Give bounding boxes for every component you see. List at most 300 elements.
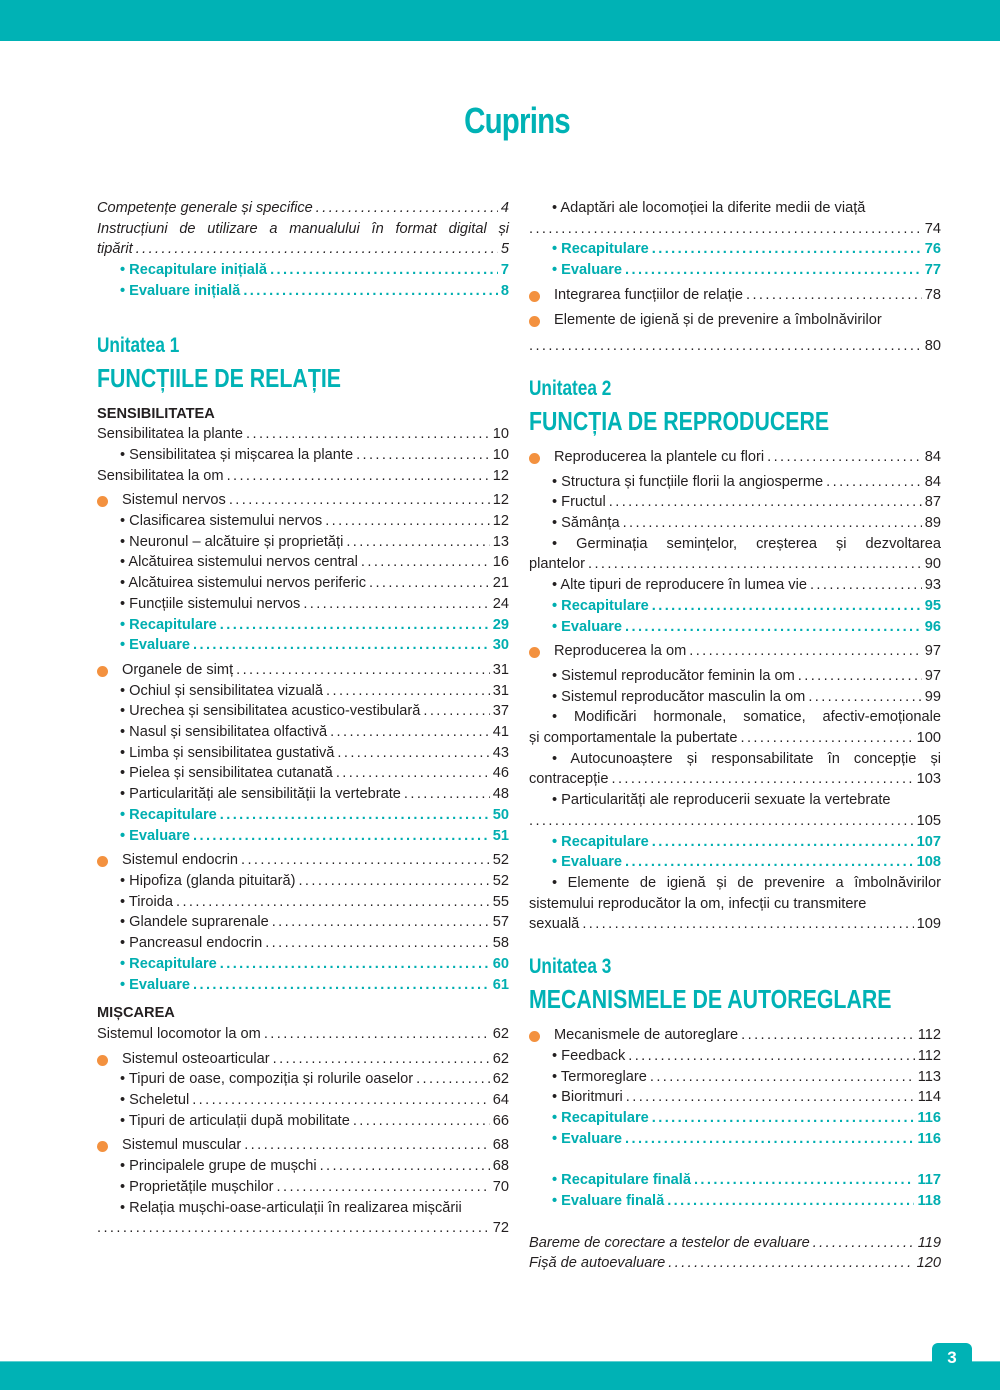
toc-entry[interactable] bbox=[529, 492, 941, 513]
toc-chapter[interactable] bbox=[529, 641, 941, 662]
toc-entry-highlight[interactable] bbox=[97, 975, 509, 996]
dot-leader bbox=[650, 1067, 915, 1088]
toc-entry[interactable] bbox=[97, 573, 509, 594]
dot-leader bbox=[229, 490, 490, 511]
entry-page-number: 99 bbox=[924, 688, 941, 705]
dot-leader bbox=[298, 871, 489, 892]
entry-title: • Urechea și sensibilitatea acustico-vestibulară bbox=[120, 701, 420, 722]
entry-page-number: 62 bbox=[492, 1050, 509, 1067]
entry-page-number: 8 bbox=[500, 282, 509, 299]
toc-entry[interactable] bbox=[97, 1069, 509, 1090]
toc-entry[interactable] bbox=[529, 534, 941, 555]
toc-entry[interactable] bbox=[97, 1090, 509, 1111]
toc-entry[interactable] bbox=[97, 445, 509, 466]
entry-page-number: 112 bbox=[917, 1047, 941, 1064]
toc-entry[interactable] bbox=[97, 552, 509, 573]
entry-title: Sistemul endocrin bbox=[122, 852, 238, 869]
entry-page-number: 50 bbox=[492, 806, 509, 823]
entry-title: • Termoreglare bbox=[552, 1067, 647, 1088]
toc-entry[interactable] bbox=[97, 933, 509, 954]
dot-leader bbox=[609, 492, 922, 513]
entry-title: și comportamentale la pubertate bbox=[529, 730, 738, 747]
toc-entry-highlight[interactable] bbox=[529, 1108, 941, 1129]
entry-title: Organele de simț bbox=[122, 661, 234, 678]
dot-leader bbox=[625, 852, 914, 873]
dot-leader bbox=[529, 336, 922, 357]
entry-title: Elemente de igienă și de prevenire a îmbolnăvirilor bbox=[554, 311, 882, 328]
dot-leader bbox=[220, 805, 490, 826]
entry-page-number: 37 bbox=[492, 703, 509, 720]
toc-entry-continuation[interactable] bbox=[529, 769, 941, 790]
entry-page-number: 31 bbox=[492, 661, 509, 678]
toc-entry-highlight[interactable] bbox=[97, 805, 509, 826]
entry-title: • Sistemul reproducător feminin la om bbox=[552, 666, 795, 687]
toc-entry-highlight[interactable] bbox=[97, 954, 509, 975]
entry-title: Fișă de autoevaluare bbox=[529, 1255, 666, 1272]
dot-leader bbox=[346, 532, 489, 553]
entry-title: • Tiroida bbox=[120, 892, 173, 913]
dot-leader bbox=[529, 811, 914, 832]
unit-title: FUNCȚIA DE REPRODUCERE bbox=[529, 405, 830, 436]
entry-page-number: 41 bbox=[492, 724, 509, 741]
dot-leader bbox=[176, 892, 490, 913]
toc-entry[interactable] bbox=[97, 743, 509, 764]
dot-leader bbox=[192, 1090, 490, 1111]
toc-entry-highlight[interactable] bbox=[529, 852, 941, 873]
toc-entry[interactable] bbox=[97, 681, 509, 702]
dot-leader bbox=[246, 424, 490, 445]
toc-entry[interactable] bbox=[529, 1253, 941, 1274]
entry-page-number: 60 bbox=[492, 955, 509, 972]
toc-entry-continuation[interactable] bbox=[529, 914, 941, 935]
toc-entry-highlight[interactable] bbox=[529, 596, 941, 617]
toc-entry[interactable] bbox=[97, 892, 509, 913]
toc-entry-continuation[interactable] bbox=[529, 811, 941, 832]
dot-leader bbox=[694, 1170, 915, 1191]
entry-page-number: 112 bbox=[917, 1027, 941, 1044]
dot-leader bbox=[668, 1253, 913, 1274]
toc-entry[interactable] bbox=[529, 790, 941, 811]
dot-leader bbox=[625, 1129, 914, 1150]
footer-band bbox=[0, 1361, 1000, 1390]
unit-label: Unitatea 3 bbox=[529, 955, 612, 979]
entry-title: • Pancreasul endocrin bbox=[120, 933, 262, 954]
dot-leader bbox=[625, 617, 922, 638]
toc-entry-highlight[interactable] bbox=[529, 617, 941, 638]
dot-leader bbox=[529, 219, 922, 240]
dot-leader bbox=[97, 1218, 490, 1239]
entry-title: • Recapitulare bbox=[120, 954, 217, 975]
toc-entry-continuation[interactable] bbox=[529, 728, 941, 749]
toc-entry[interactable] bbox=[97, 511, 509, 532]
entry-title: • Feedback bbox=[552, 1046, 625, 1067]
entry-page-number: 97 bbox=[924, 643, 941, 660]
toc-entry[interactable]: Instrucțiuni de utilizare a manualului în format digital și bbox=[97, 220, 509, 237]
entry-title: • Germinația semințelor, creșterea și dezvoltarea bbox=[552, 535, 941, 552]
dot-leader bbox=[626, 1087, 915, 1108]
entry-title: • Structura și funcțiile florii la angiosperme bbox=[552, 472, 823, 493]
toc-entry-continuation[interactable] bbox=[529, 219, 941, 240]
entry-title: • Tipuri de oase, compoziția și rolurile oaselor bbox=[120, 1069, 413, 1090]
entry-title: • Alcătuirea sistemului nervos central bbox=[120, 552, 358, 573]
toc-entry[interactable] bbox=[97, 198, 509, 219]
toc-entry[interactable] bbox=[97, 1111, 509, 1132]
page-number-badge: 3 bbox=[932, 1343, 972, 1373]
entry-page-number: 7 bbox=[500, 262, 509, 279]
entry-page-number: 117 bbox=[917, 1172, 941, 1189]
entry-title: • Autocunoaștere și responsabilitate în concepție și bbox=[552, 750, 941, 767]
entry-title: • Relația mușchi-oase-articulații în realizarea mișcării bbox=[120, 1198, 462, 1219]
toc-entry[interactable] bbox=[97, 1156, 509, 1177]
entry-page-number: 90 bbox=[924, 556, 941, 573]
entry-page-number: 100 bbox=[916, 730, 941, 747]
entry-title: Sistemul nervos bbox=[122, 492, 226, 509]
entry-page-number: 61 bbox=[492, 976, 509, 993]
entry-title: • Evaluare bbox=[552, 1129, 622, 1150]
entry-page-number: 70 bbox=[492, 1178, 509, 1195]
entry-title: • Alcătuirea sistemului nervos periferic bbox=[120, 573, 366, 594]
toc-entry[interactable] bbox=[97, 532, 509, 553]
entry-page-number: 84 bbox=[924, 473, 941, 490]
entry-page-number: 66 bbox=[492, 1112, 509, 1129]
entry-page-number: 78 bbox=[924, 286, 941, 303]
unit-title: MECANISMELE DE AUTOREGLARE bbox=[529, 984, 892, 1015]
entry-title: • Neuronul – alcătuire și proprietăți bbox=[120, 532, 343, 553]
entry-title: • Alte tipuri de reproducere în lumea vie bbox=[552, 575, 807, 596]
toc-entry[interactable] bbox=[529, 513, 941, 534]
entry-page-number: 29 bbox=[492, 616, 509, 633]
entry-page-number: 16 bbox=[492, 554, 509, 571]
toc-entry-highlight[interactable] bbox=[529, 260, 941, 281]
entry-title: • Sensibilitatea și mișcarea la plante bbox=[120, 445, 353, 466]
entry-page-number: 10 bbox=[492, 446, 509, 463]
dot-leader bbox=[316, 198, 498, 219]
entry-page-number: 107 bbox=[916, 833, 941, 850]
entry-page-number: 113 bbox=[917, 1068, 941, 1085]
entry-page-number: 93 bbox=[924, 577, 941, 594]
toc-entry-highlight[interactable] bbox=[97, 281, 509, 302]
entry-title: • Ochiul și sensibilitatea vizuală bbox=[120, 681, 323, 702]
entry-page-number: 105 bbox=[916, 812, 941, 829]
entry-title: • Sămânța bbox=[552, 513, 620, 534]
dot-leader bbox=[798, 666, 922, 687]
toc-chapter[interactable] bbox=[97, 660, 509, 681]
entry-title: • Nasul și sensibilitatea olfactivă bbox=[120, 722, 327, 743]
entry-title: Competențe generale și specifice bbox=[97, 200, 313, 216]
entry-title: Sistemul muscular bbox=[122, 1137, 242, 1154]
toc-left-column bbox=[97, 198, 509, 1239]
dot-leader bbox=[808, 687, 921, 708]
entry-page-number: 12 bbox=[492, 467, 509, 484]
toc-entry-continuation[interactable] bbox=[97, 239, 509, 260]
toc-entry[interactable] bbox=[529, 687, 941, 708]
entry-page-number: 46 bbox=[492, 765, 509, 782]
entry-page-number: 74 bbox=[924, 220, 941, 237]
entry-title: • Evaluare bbox=[120, 635, 190, 656]
dot-leader bbox=[193, 635, 490, 656]
toc-entry[interactable] bbox=[529, 873, 941, 914]
toc-entry-highlight[interactable] bbox=[529, 1170, 941, 1191]
entry-title: • Evaluare inițială bbox=[120, 281, 240, 302]
entry-page-number: 68 bbox=[492, 1158, 509, 1175]
dot-leader bbox=[227, 466, 490, 487]
entry-title: • Recapitulare bbox=[552, 239, 649, 260]
entry-page-number: 97 bbox=[924, 667, 941, 684]
entry-page-number: 84 bbox=[924, 448, 941, 465]
entry-title: • Particularități ale reproducerii sexuate la vertebrate bbox=[552, 790, 891, 811]
dot-leader bbox=[625, 260, 922, 281]
dot-leader bbox=[741, 1025, 915, 1046]
dot-leader bbox=[356, 445, 490, 466]
toc-entry[interactable] bbox=[529, 749, 941, 770]
toc-chapter[interactable] bbox=[529, 285, 941, 306]
page-title: Cuprins bbox=[464, 100, 570, 141]
entry-page-number: 12 bbox=[492, 513, 509, 530]
entry-page-number: 62 bbox=[492, 1071, 509, 1088]
entry-title: • Evaluare bbox=[552, 852, 622, 873]
entry-page-number: 114 bbox=[917, 1089, 941, 1106]
toc-entry-highlight[interactable] bbox=[97, 826, 509, 847]
toc-entry[interactable] bbox=[97, 912, 509, 933]
entry-title: • Proprietățile mușchilor bbox=[120, 1177, 274, 1198]
dot-leader bbox=[193, 826, 490, 847]
entry-title: Sistemul locomotor la om bbox=[97, 1025, 261, 1042]
entry-page-number: 52 bbox=[492, 852, 509, 869]
section-heading: MIȘCAREA bbox=[97, 1005, 175, 1022]
entry-page-number: 21 bbox=[492, 575, 509, 592]
entry-title: • Recapitulare bbox=[120, 805, 217, 826]
unit-label: Unitatea 2 bbox=[529, 376, 612, 400]
toc-entry-continuation[interactable] bbox=[97, 1218, 509, 1239]
toc-entry-highlight[interactable] bbox=[529, 1129, 941, 1150]
entry-page-number: 62 bbox=[492, 1025, 509, 1042]
dot-leader bbox=[826, 472, 922, 493]
toc-chapter[interactable] bbox=[529, 310, 941, 331]
dot-leader bbox=[303, 594, 489, 615]
toc-entry-highlight[interactable] bbox=[97, 260, 509, 281]
entry-title: • Recapitulare inițială bbox=[120, 260, 267, 281]
toc-right-column bbox=[529, 198, 941, 1274]
header-band bbox=[0, 0, 1000, 41]
dot-leader bbox=[273, 1049, 490, 1070]
toc-entry-highlight[interactable] bbox=[97, 635, 509, 656]
entry-page-number: 58 bbox=[492, 935, 509, 952]
entry-page-number: 4 bbox=[500, 200, 509, 216]
entry-title: • Evaluare bbox=[552, 260, 622, 281]
toc-entry[interactable] bbox=[97, 1024, 509, 1045]
entry-title: • Principalele grupe de mușchi bbox=[120, 1156, 317, 1177]
dot-leader bbox=[220, 954, 490, 975]
entry-page-number: 72 bbox=[492, 1220, 509, 1237]
entry-page-number: 103 bbox=[916, 771, 941, 788]
entry-page-number: 120 bbox=[916, 1255, 941, 1272]
toc-chapter[interactable] bbox=[97, 490, 509, 511]
entry-title: • Recapitulare bbox=[552, 1108, 649, 1129]
entry-title: tipărit bbox=[97, 241, 133, 258]
dot-leader bbox=[243, 281, 498, 302]
entry-title: • Elemente de igienă și de prevenire a îmbolnăvirilor sistemului reproducător la om, infecții cu transmitere bbox=[529, 874, 941, 912]
toc-chapter[interactable] bbox=[97, 850, 509, 871]
dot-leader bbox=[193, 975, 490, 996]
dot-leader bbox=[667, 1191, 914, 1212]
toc-entry[interactable] bbox=[97, 1198, 509, 1219]
entry-title: • Particularități ale sensibilității la vertebrate bbox=[120, 784, 401, 805]
toc-entry-highlight[interactable] bbox=[97, 615, 509, 636]
entry-page-number: 52 bbox=[492, 872, 509, 889]
dot-leader bbox=[244, 1135, 490, 1156]
dot-leader bbox=[810, 575, 922, 596]
entry-title: Integrarea funcțiilor de relație bbox=[554, 286, 744, 303]
entry-page-number: 57 bbox=[492, 914, 509, 931]
dot-leader bbox=[220, 615, 490, 636]
entry-page-number: 5 bbox=[500, 241, 509, 258]
toc-entry[interactable] bbox=[97, 871, 509, 892]
dot-leader bbox=[612, 769, 914, 790]
toc-chapter[interactable] bbox=[529, 1025, 941, 1046]
entry-title: • Funcțiile sistemului nervos bbox=[120, 594, 300, 615]
dot-leader bbox=[272, 912, 490, 933]
entry-title: • Recapitulare bbox=[552, 596, 649, 617]
toc-entry[interactable] bbox=[97, 1177, 509, 1198]
entry-title: contracepție bbox=[529, 771, 609, 788]
entry-title: • Recapitulare bbox=[552, 832, 649, 853]
entry-title: • Recapitulare finală bbox=[552, 1170, 691, 1191]
dot-leader bbox=[361, 552, 490, 573]
entry-page-number: 13 bbox=[492, 533, 509, 550]
toc-entry[interactable] bbox=[529, 1233, 941, 1254]
dot-leader bbox=[652, 1108, 915, 1129]
dot-leader bbox=[623, 513, 922, 534]
toc-entry[interactable] bbox=[529, 1087, 941, 1108]
entry-title: • Tipuri de articulații după mobilitate bbox=[120, 1111, 350, 1132]
entry-title: • Evaluare bbox=[120, 975, 190, 996]
entry-title: • Glandele suprarenale bbox=[120, 912, 269, 933]
toc-entry[interactable] bbox=[97, 466, 509, 487]
entry-page-number: 24 bbox=[492, 595, 509, 612]
toc-entry-highlight[interactable] bbox=[529, 832, 941, 853]
dot-leader bbox=[265, 933, 490, 954]
dot-leader bbox=[337, 743, 489, 764]
toc-entry[interactable] bbox=[529, 1046, 941, 1067]
entry-title: • Evaluare finală bbox=[552, 1191, 664, 1212]
dot-leader bbox=[813, 1233, 915, 1254]
entry-title: • Clasificarea sistemului nervos bbox=[120, 511, 322, 532]
entry-page-number: 116 bbox=[917, 1109, 941, 1126]
entry-page-number: 77 bbox=[924, 262, 941, 279]
dot-leader bbox=[582, 914, 913, 935]
dot-leader bbox=[628, 1046, 914, 1067]
toc-entry-continuation[interactable] bbox=[529, 554, 941, 575]
entry-title: • Modificări hormonale, somatice, afectiv-emoționale bbox=[552, 709, 941, 726]
dot-leader bbox=[689, 641, 922, 662]
toc-entry[interactable] bbox=[97, 722, 509, 743]
toc-entry[interactable] bbox=[529, 198, 941, 219]
toc-entry[interactable] bbox=[529, 707, 941, 728]
toc-entry[interactable] bbox=[97, 594, 509, 615]
dot-leader bbox=[652, 596, 922, 617]
entry-page-number: 30 bbox=[492, 637, 509, 654]
entry-title: • Evaluare bbox=[120, 826, 190, 847]
toc-entry[interactable] bbox=[529, 666, 941, 687]
dot-leader bbox=[136, 239, 498, 260]
entry-page-number: 31 bbox=[492, 682, 509, 699]
toc-entry[interactable] bbox=[97, 424, 509, 445]
entry-page-number: 87 bbox=[924, 494, 941, 511]
entry-page-number: 89 bbox=[924, 515, 941, 532]
dot-leader bbox=[423, 701, 489, 722]
dot-leader bbox=[652, 832, 914, 853]
toc-chapter[interactable] bbox=[97, 1135, 509, 1156]
entry-title: • Recapitulare bbox=[120, 615, 217, 636]
dot-leader bbox=[369, 573, 490, 594]
entry-title: Reproducerea la plantele cu flori bbox=[554, 448, 765, 465]
entry-page-number: 68 bbox=[492, 1137, 509, 1154]
entry-page-number: 64 bbox=[492, 1092, 509, 1109]
entry-page-number: 12 bbox=[492, 492, 509, 509]
dot-leader bbox=[404, 784, 490, 805]
dot-leader bbox=[652, 239, 922, 260]
toc-entry[interactable] bbox=[529, 575, 941, 596]
entry-page-number: 80 bbox=[924, 338, 941, 355]
entry-page-number: 109 bbox=[916, 916, 941, 933]
toc-entry[interactable] bbox=[97, 701, 509, 722]
entry-page-number: 108 bbox=[916, 854, 941, 871]
dot-leader bbox=[353, 1111, 490, 1132]
toc-chapter[interactable] bbox=[529, 447, 941, 468]
entry-page-number: 76 bbox=[924, 241, 941, 258]
dot-leader bbox=[767, 447, 922, 468]
toc-entry[interactable] bbox=[97, 763, 509, 784]
dot-leader bbox=[277, 1177, 490, 1198]
entry-title: Sensibilitatea la om bbox=[97, 467, 224, 484]
entry-page-number: 10 bbox=[492, 426, 509, 443]
entry-page-number: 119 bbox=[917, 1234, 941, 1251]
dot-leader bbox=[320, 1156, 490, 1177]
toc-entry-continuation[interactable] bbox=[529, 336, 941, 357]
entry-title: • Fructul bbox=[552, 492, 606, 513]
entry-page-number: 95 bbox=[924, 597, 941, 614]
dot-leader bbox=[330, 722, 490, 743]
unit-label: Unitatea 1 bbox=[97, 333, 180, 357]
dot-leader bbox=[326, 681, 490, 702]
dot-leader bbox=[746, 285, 922, 306]
entry-page-number: 51 bbox=[492, 827, 509, 844]
entry-page-number: 48 bbox=[492, 786, 509, 803]
entry-title: • Bioritmuri bbox=[552, 1087, 623, 1108]
entry-title: Mecanismele de autoreglare bbox=[554, 1027, 739, 1044]
toc-entry-highlight[interactable] bbox=[529, 239, 941, 260]
entry-title: plantelor bbox=[529, 556, 585, 573]
toc-entry[interactable] bbox=[97, 784, 509, 805]
toc-chapter[interactable] bbox=[97, 1049, 509, 1070]
toc-entry[interactable] bbox=[529, 1067, 941, 1088]
entry-title: • Hipofiza (glanda pituitară) bbox=[120, 871, 295, 892]
entry-title: • Evaluare bbox=[552, 617, 622, 638]
entry-page-number: 55 bbox=[492, 893, 509, 910]
entry-page-number: 43 bbox=[492, 744, 509, 761]
entry-page-number: 116 bbox=[917, 1130, 941, 1147]
dot-leader bbox=[264, 1024, 490, 1045]
dot-leader bbox=[236, 660, 490, 681]
entry-title: • Pielea și sensibilitatea cutanată bbox=[120, 763, 333, 784]
unit-title: FUNCȚIILE DE RELAȚIE bbox=[97, 362, 342, 393]
entry-title: • Limba și sensibilitatea gustativă bbox=[120, 743, 334, 764]
toc-entry[interactable] bbox=[529, 472, 941, 493]
dot-leader bbox=[270, 260, 498, 281]
toc-entry-highlight[interactable] bbox=[529, 1191, 941, 1212]
entry-title: • Scheletul bbox=[120, 1090, 189, 1111]
entry-page-number: 118 bbox=[917, 1193, 941, 1210]
